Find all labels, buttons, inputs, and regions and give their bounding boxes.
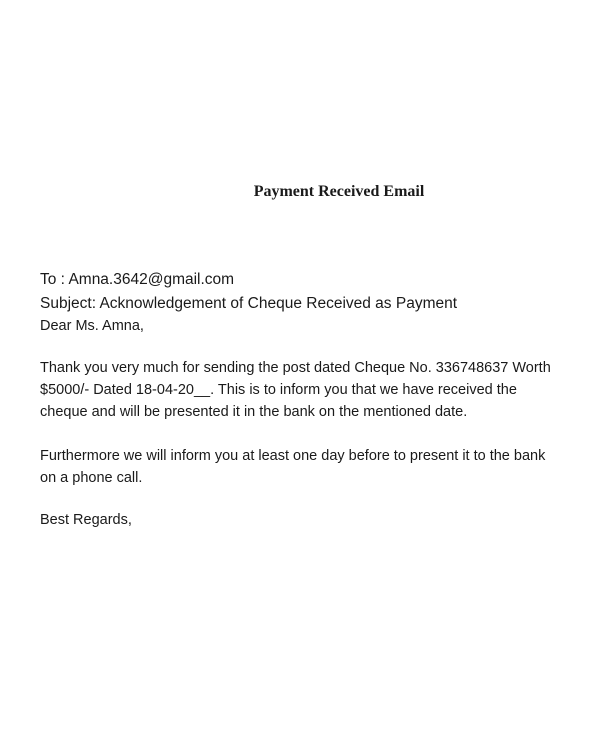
- salutation: Dear Ms. Amna,: [40, 318, 144, 334]
- body-paragraph-2-line: Furthermore we will inform you at least one day before to present it to the bank: [40, 448, 546, 464]
- body-paragraph-1-line: Thank you very much for sending the post dated Cheque No. 336748637 Worth: [40, 360, 551, 376]
- body-paragraph-2: [40, 445, 580, 489]
- body-paragraph-1: [40, 357, 580, 423]
- to-email-address: Amna.3642@gmail.com: [68, 271, 235, 288]
- subject-line: Subject: Acknowledgement of Cheque Received as Payment: [40, 295, 458, 312]
- to-label: To :: [40, 271, 69, 288]
- closing: Best Regards,: [40, 512, 132, 528]
- body-paragraph-1-line: $5000/- Dated 18-04-20__. This is to inform you that we have received the: [40, 382, 517, 398]
- to-line: [40, 270, 234, 290]
- document-title: Payment Received Email: [253, 183, 425, 200]
- body-paragraph-2-line: on a phone call.: [40, 470, 143, 486]
- body-paragraph-1-line: cheque and will be presented it in the bank on the mentioned date.: [40, 404, 468, 420]
